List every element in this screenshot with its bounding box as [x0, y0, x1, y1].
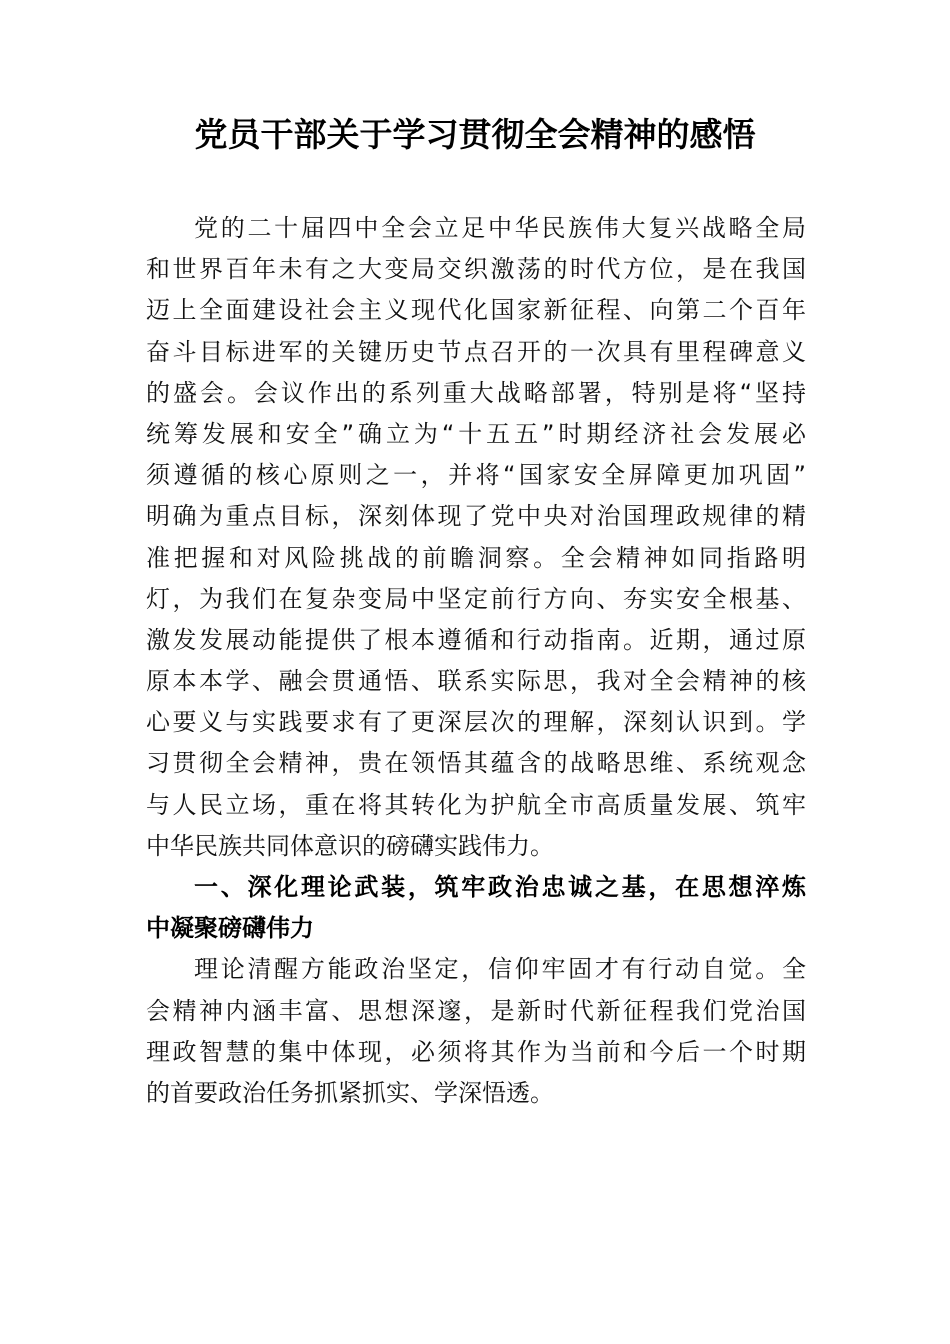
heading-line: 一、深化理论武装，筑牢政治忠诚之基，在思想淬炼 — [194, 873, 806, 901]
paragraph-line: 中华民族共同体意识的磅礴实践伟力。 — [146, 831, 554, 860]
paragraph-line: 灯，为我们在复杂变局中坚定前行方向、夯实安全根基、 — [146, 584, 806, 613]
paragraph-line: 习贯彻全会精神，贵在领悟其蕴含的战略思维、系统观念 — [146, 749, 806, 778]
paragraph-line: 理论清醒方能政治坚定，信仰牢固才有行动自觉。全 — [194, 955, 806, 984]
paragraph-line: 心要义与实践要求有了更深层次的理解，深刻认识到。学 — [146, 708, 806, 737]
paragraph-line: 准把握和对风险挑战的前瞻洞察。全会精神如同指路明 — [146, 543, 806, 572]
document-body — [146, 208, 806, 1114]
paragraph-line: 的盛会。会议作出的系列重大战略部署，特别是将“坚持 — [146, 378, 806, 407]
paragraph-line: 明确为重点目标，深刻体现了党中央对治国理政规律的精 — [146, 502, 806, 531]
paragraph-line: 激发发展动能提供了根本遵循和行动指南。近期，通过原 — [146, 625, 806, 654]
paragraph-intro — [146, 208, 806, 867]
paragraph-section-1 — [146, 949, 806, 1114]
paragraph-line: 党的二十届四中全会立足中华民族伟大复兴战略全局 — [194, 214, 806, 242]
heading-line: 中凝聚磅礴伟力 — [146, 914, 314, 943]
paragraph-line: 和世界百年未有之大变局交织激荡的时代方位，是在我国 — [146, 255, 806, 284]
paragraph-line: 理政智慧的集中体现，必须将其作为当前和今后一个时期 — [146, 1037, 806, 1066]
document-title: 党员干部关于学习贯彻全会精神的感悟 — [194, 115, 756, 154]
paragraph-line: 原本本学、融会贯通悟、联系实际思，我对全会精神的核 — [146, 667, 806, 696]
paragraph-line: 统筹发展和安全”确立为“十五五”时期经济社会发展必 — [146, 419, 806, 448]
paragraph-line: 与人民立场，重在将其转化为护航全市高质量发展、筑牢 — [146, 790, 806, 819]
paragraph-line: 的首要政治任务抓紧抓实、学深悟透。 — [146, 1078, 554, 1107]
section-heading-1 — [146, 867, 806, 949]
paragraph-line: 会精神内涵丰富、思想深邃，是新时代新征程我们党治国 — [146, 996, 806, 1025]
paragraph-line: 奋斗目标进军的关键历史节点召开的一次具有里程碑意义 — [146, 337, 806, 366]
paragraph-line: 迈上全面建设社会主义现代化国家新征程、向第二个百年 — [146, 296, 806, 325]
paragraph-line: 须遵循的核心原则之一，并将“国家安全屏障更加巩固” — [146, 461, 806, 490]
